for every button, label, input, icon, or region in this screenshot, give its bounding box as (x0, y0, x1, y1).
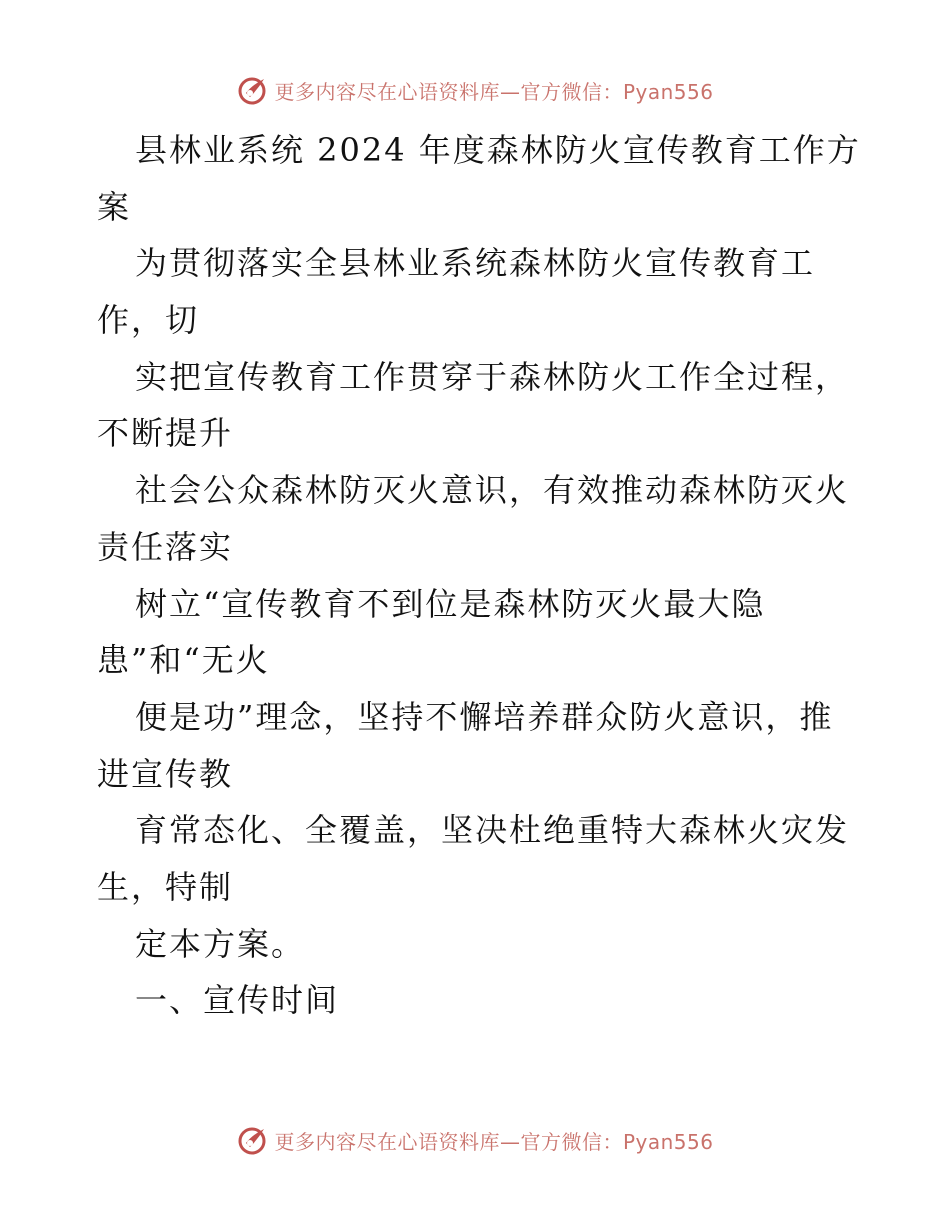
header-watermark-banner (0, 70, 950, 110)
document-body (97, 122, 861, 1029)
paragraph-line: 患”和“无火 (97, 641, 270, 680)
paragraph-line: 生，特制 (97, 867, 234, 906)
footer-watermark-text: 更多内容尽在心语资料库—官方微信：Pyan556 (274, 1129, 714, 1154)
paragraph-line: 定本方案。 (135, 924, 306, 963)
paragraph-line: 便是功”理念，坚持不懈培养群众防火意识，推 (135, 697, 834, 736)
paragraph-line: 社会公众森林防灭火意识，有效推动森林防灭火 (135, 471, 850, 510)
header-watermark-text: 更多内容尽在心语资料库—官方微信：Pyan556 (274, 79, 714, 104)
paragraph-line: 树立“宣传教育不到位是森林防灭火最大隐 (135, 584, 766, 623)
paragraph-line: 责任落实 (97, 527, 234, 566)
section-heading: 一、宣传时间 (135, 981, 340, 1020)
paragraph-line: 实把宣传教育工作贯穿于森林防火工作全过程， (135, 357, 850, 396)
footer-watermark-banner (0, 1120, 950, 1160)
brush-logo-icon (236, 73, 270, 107)
paragraph-line: 作，切 (97, 301, 200, 340)
brush-logo-icon (236, 1123, 270, 1157)
paragraph-line: 进宣传教 (97, 754, 234, 793)
title-line-1: 县林业系统 2024 年度森林防火宣传教育工作方 (135, 131, 861, 169)
paragraph-line: 不断提升 (97, 414, 234, 453)
paragraph-line: 育常态化、全覆盖，坚决杜绝重特大森林火灾发 (135, 811, 850, 850)
title-line-2: 案 (97, 187, 132, 226)
paragraph-line: 为贯彻落实全县林业系统森林防火宣传教育工 (135, 244, 816, 283)
